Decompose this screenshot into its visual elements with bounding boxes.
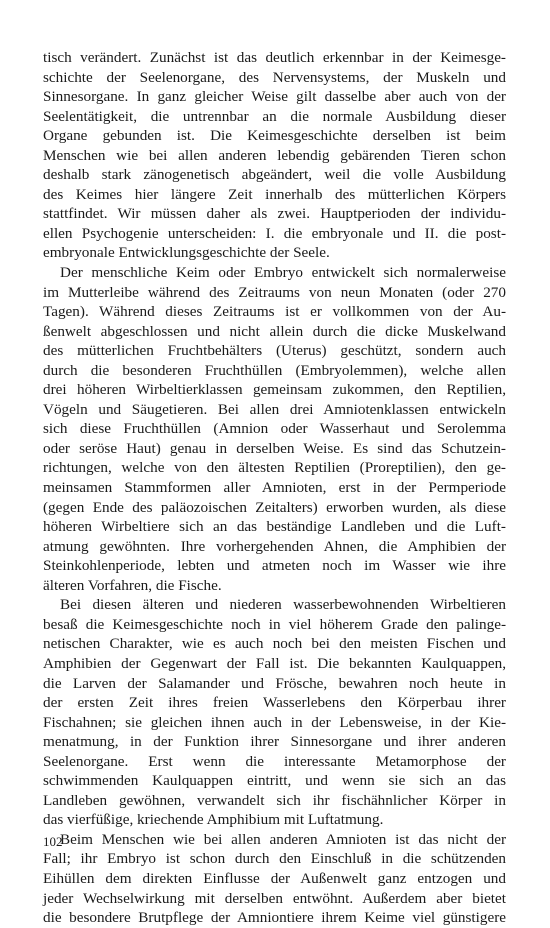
- text-line: ßenwelt abgeschlossen und nicht allein durch die dicke Muskelwand: [43, 322, 506, 340]
- text-line: (gegen Ende des paläozoischen Zeitalters) erworben wurden, als diese: [43, 498, 506, 516]
- paragraph: [43, 48, 506, 263]
- text-line: Der menschliche Keim oder Embryo entwickelt sich normalerweise: [60, 264, 506, 282]
- text-line: des Keimes hier längere Zeit innerhalb des mütterlichen Körpers: [43, 185, 506, 203]
- text-line: Eihüllen dem direkten Einflusse der Außenwelt ganz entzogen und: [43, 869, 506, 887]
- paragraph: [43, 263, 506, 595]
- paragraph: [43, 830, 506, 928]
- page-body: [43, 48, 506, 928]
- text-line: Amphibien der Gegenwart der Fall ist. Die bekannten Kaulquappen,: [43, 654, 506, 672]
- text-line: deshalb stark zänogenetisch abgeändert, weil die volle Ausbildung: [43, 166, 506, 184]
- text-line: Beim Menschen wie bei allen anderen Amnioten ist das nicht der: [60, 830, 506, 848]
- text-line: durch die besonderen Fruchthüllen (Embryolemmen), welche allen: [43, 361, 506, 379]
- text-line: meinsamen Stammformen aller Amnioten, erst in der Permperiode: [43, 479, 506, 497]
- text-line: Steinkohlenperiode, lebten und atmeten noch im Wasser wie ihre: [43, 557, 506, 575]
- page-number: 102: [43, 834, 63, 849]
- text-line: Landleben gewöhnen, verwandelt sich ihr fischähnlicher Körper in: [43, 791, 506, 809]
- text-line: embryonale Entwicklungsgeschichte der Seele.: [43, 244, 330, 262]
- text-line: Bei diesen älteren und niederen wasserbewohnenden Wirbeltieren: [60, 596, 506, 614]
- text-line: sich diese Fruchthüllen (Amnion oder Wasserhaut und Serolemma: [43, 420, 506, 438]
- text-line: schwimmenden Kaulquappen eintritt, und wenn sie sich an das: [43, 772, 506, 790]
- paragraph: [43, 595, 506, 830]
- text-line: die Larven der Salamander und Frösche, bewahren noch heute in: [43, 674, 506, 692]
- text-line: Fischahnen; sie gleichen ihnen auch in der Lebensweise, in der Kie-: [43, 713, 506, 731]
- text-line: richtungen, welche von den ältesten Reptilien (Proreptilien), den ge-: [43, 459, 506, 477]
- text-line: atmung gewöhnten. Ihre vorhergehenden Ahnen, die Amphibien der: [43, 537, 506, 555]
- text-line: netischen Charakter, wie es auch noch bei den meisten Fischen und: [43, 635, 506, 653]
- text-line: Organe gebunden ist. Die Keimesgeschichte derselben ist beim: [43, 127, 506, 145]
- text-line: Vögeln und Säugetieren. Bei allen drei Amniotenklassen entwickeln: [43, 400, 506, 418]
- text-line: oder seröse Haut) genau in derselben Weise. Es sind das Schutzein-: [43, 439, 506, 457]
- text-line: die besondere Brutpflege der Amniontiere ihrem Keime viel günstigere: [43, 909, 506, 927]
- text-line: Seelentätigkeit, die untrennbar an die normale Ausbildung dieser: [43, 107, 506, 125]
- text-line: Tagen). Während dieses Zeitraums ist er vollkommen von der Au-: [43, 303, 506, 321]
- text-line: drei höheren Wirbeltierklassen gemeinsam zukommen, den Reptilien,: [43, 381, 506, 399]
- text-line: stattfindet. Wir müssen daher als zwei. Hauptperioden der individu-: [43, 205, 506, 223]
- text-line: tisch verändert. Zunächst ist das deutlich erkennbar in der Keimesge-: [43, 49, 506, 66]
- text-line: schichte der Seelenorgane, des Nervensystems, der Muskeln und: [43, 68, 506, 86]
- text-line: Menschen wie bei allen anderen lebendig gebärenden Tieren schon: [43, 146, 506, 164]
- text-line: Fall; ihr Embryo ist schon durch den Einschluß in die schützenden: [43, 850, 506, 868]
- text-line: ellen Psychogenie unterscheiden: I. die embryonale und II. die post-: [43, 224, 506, 242]
- text-line: der ersten Zeit ihres freien Wasserlebens den Körperbau ihrer: [43, 694, 506, 712]
- text-line: Seelenorgane. Erst wenn die interessante Metamorphose der: [43, 752, 506, 770]
- text-line: des mütterlichen Fruchtbehälters (Uterus) geschützt, sondern auch: [43, 342, 506, 360]
- text-line: Sinnesorgane. In ganz gleicher Weise gilt dasselbe aber auch von der: [43, 88, 506, 106]
- text-line: das vierfüßige, kriechende Amphibium mit Luftatmung.: [43, 811, 384, 829]
- text-line: menatmung, in der Funktion ihrer Sinnesorgane und ihrer anderen: [43, 733, 506, 751]
- text-line: älteren Vorfahren, die Fische.: [43, 576, 222, 594]
- text-line: jeder Wechselwirkung mit derselben entwöhnt. Außerdem aber bietet: [43, 889, 506, 907]
- text-line: höheren Wirbeltiere sich an das beständige Landleben und die Luft-: [43, 518, 506, 536]
- text-line: im Mutterleibe während des Zeitraums von neun Monaten (oder 270: [43, 283, 506, 301]
- text-line: besaß die Keimesgeschichte noch in viel höherem Grade den palinge-: [43, 615, 506, 633]
